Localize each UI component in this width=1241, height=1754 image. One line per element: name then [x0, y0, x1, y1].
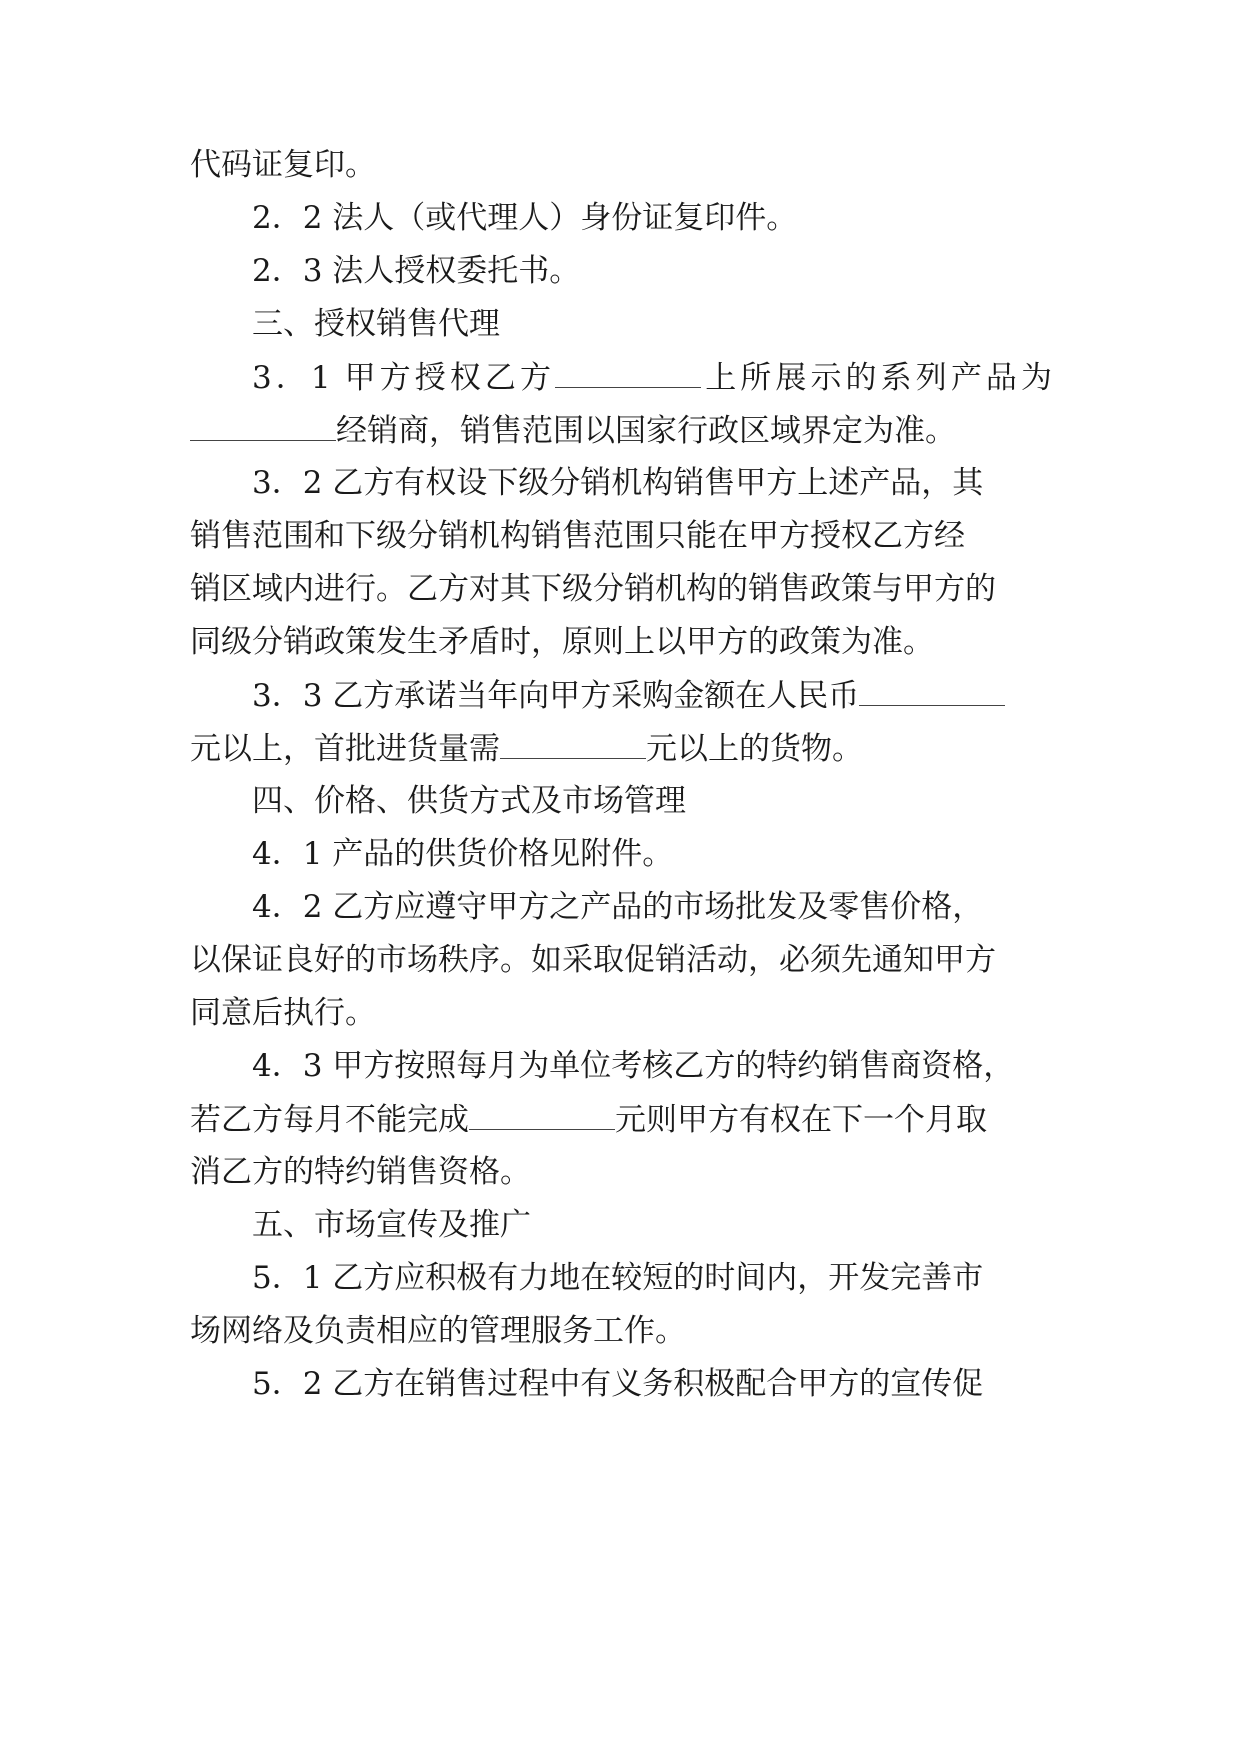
paragraph-line — [252, 357, 1052, 397]
paragraph-line: 同意后执行。 — [190, 995, 376, 1031]
paragraph-line: 代码证复印。 — [190, 147, 376, 183]
fill-in-blank — [190, 410, 336, 441]
line-text: 元则甲方有权在下一个月取 — [615, 1102, 987, 1138]
fill-in-blank — [500, 728, 646, 759]
section-heading: 四、价格、供货方式及市场管理 — [252, 783, 686, 819]
paragraph-line: 2．3 法人授权委托书。 — [252, 253, 581, 289]
paragraph-line: 以保证良好的市场秩序。如采取促销活动，必须先通知甲方 — [190, 942, 996, 978]
paragraph-line: 4．1 产品的供货价格见附件。 — [252, 836, 674, 872]
paragraph-line — [190, 1099, 1052, 1139]
paragraph-line — [190, 410, 1052, 450]
line-text: 经销商，销售范围以国家行政区域界定为准。 — [336, 413, 956, 449]
paragraph-line: 同级分销政策发生矛盾时，原则上以甲方的政策为准。 — [190, 624, 934, 660]
paragraph-line: 4．3 甲方按照每月为单位考核乙方的特约销售商资格， — [252, 1048, 1015, 1084]
line-text: 3．1 甲方授权乙方 — [252, 360, 556, 396]
paragraph-line: 2．2 法人（或代理人）身份证复印件。 — [252, 200, 798, 236]
paragraph-line: 销售范围和下级分销机构销售范围只能在甲方授权乙方经 — [190, 518, 965, 554]
section-heading: 五、市场宣传及推广 — [252, 1207, 531, 1243]
fill-in-blank — [859, 675, 1005, 706]
line-text: 若乙方每月不能完成 — [190, 1102, 469, 1138]
paragraph-line: 5．2 乙方在销售过程中有义务积极配合甲方的宣传促 — [252, 1366, 984, 1402]
paragraph-line: 4．2 乙方应遵守甲方之产品的市场批发及零售价格， — [252, 889, 984, 925]
paragraph-line: 消乙方的特约销售资格。 — [190, 1154, 531, 1190]
paragraph-line: 场网络及负责相应的管理服务工作。 — [190, 1313, 686, 1349]
line-text: 3．3 乙方承诺当年向甲方采购金额在人民币 — [252, 678, 860, 714]
paragraph-line: 5．1 乙方应积极有力地在较短的时间内，开发完善市 — [252, 1260, 984, 1296]
fill-in-blank — [555, 357, 701, 388]
paragraph-line: 3．2 乙方有权设下级分销机构销售甲方上述产品，其 — [252, 465, 984, 501]
paragraph-line: 销区域内进行。乙方对其下级分销机构的销售政策与甲方的 — [190, 571, 996, 607]
fill-in-blank — [469, 1099, 615, 1130]
line-text: 元以上的货物。 — [646, 731, 863, 767]
line-text: 上所展示的系列产品为 — [701, 360, 1052, 396]
line-text: 元以上，首批进货量需 — [190, 731, 500, 767]
paragraph-line — [252, 675, 1052, 715]
paragraph-line — [190, 728, 1052, 768]
section-heading: 三、授权销售代理 — [252, 306, 500, 342]
